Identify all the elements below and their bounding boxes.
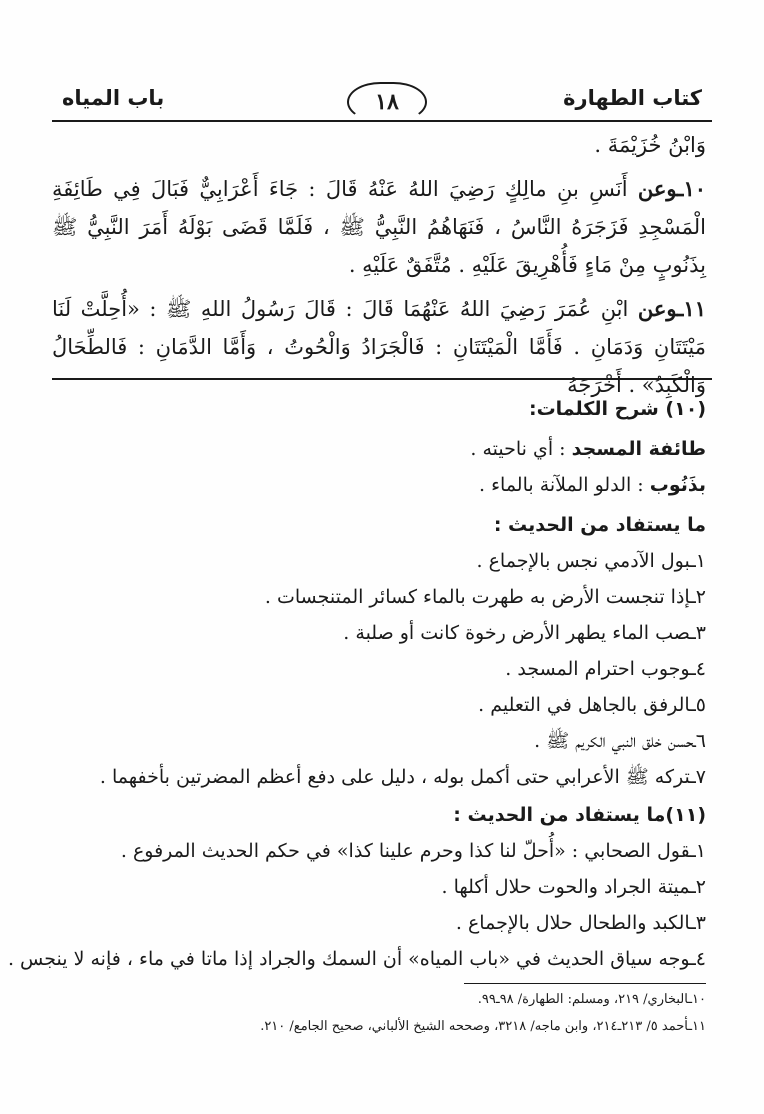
benefit-10-7: ٧ـتركه ﷺ الأعرابي حتى أكمل بوله ، دليل على دفع أعظم المضرتين بأخفهما . xyxy=(99,766,706,788)
footnote-11: ١١ـأحمد ٥/ ٢١٣ـ٢١٤، وابن ماجه/ ٣٢١٨، وصححه الشيخ الألباني، صحيح الجامع/ ٢١٠. xyxy=(260,1019,706,1034)
chapter-title: باب المياه xyxy=(62,86,165,110)
benefit-11-3: ٣ـالكبد والطحال حلال بالإجماع . xyxy=(455,912,706,934)
hadith-10 xyxy=(52,170,706,284)
section-11-title: (١١)ما يستفاد من الحديث : xyxy=(453,804,706,826)
benefit-11-2: ٢ـميتة الجراد والحوت حلال أكلها . xyxy=(441,876,706,898)
page-number: ١٨ xyxy=(347,82,427,122)
term-1-word: طائفة المسجد xyxy=(571,438,706,460)
section-10-title: (١٠) شرح الكلمات: xyxy=(528,398,706,420)
hadith-10-number: ١٠ـ xyxy=(677,176,706,201)
term-2-definition: : الدلو الملآنة بالماء . xyxy=(479,474,644,496)
footnote-rule xyxy=(464,983,706,984)
benefit-10-1: ١ـبول الآدمي نجس بالإجماع . xyxy=(476,550,706,572)
benefit-10-2: ٢ـإذا تنجست الأرض به طهرت بالماء كسائر المتنجسات . xyxy=(264,586,706,608)
term-2-word: بذَنُوب xyxy=(649,474,706,496)
term-2 xyxy=(52,470,706,500)
benefit-11-1: ١ـقول الصحابي : «أُحلّ لنا كذا وحرم علينا كذا» في حكم الحديث المرفوع . xyxy=(120,840,706,862)
header-rule xyxy=(52,120,712,122)
hadith-10-opening: وعن xyxy=(637,176,678,201)
benefit-11-4: ٤ـوجه سياق الحديث في «باب المياه» أن السمك والجراد إذا ماتا في ماء ، فإنه لا ينجس . xyxy=(7,948,706,970)
footnote-10: ١٠ـالبخاري/ ٢١٩، ومسلم: الطهارة/ ٩٨ـ٩٩. xyxy=(477,992,706,1007)
benefit-10-6: ٦ـحسن خلق النبي الكريم ﷺ . xyxy=(534,730,706,752)
term-1 xyxy=(52,434,706,464)
benefits-title: ما يستفاد من الحديث : xyxy=(493,514,706,536)
benefit-10-5: ٥ـالرفق بالجاهل في التعليم . xyxy=(478,694,706,716)
hadith-11-opening: وعن xyxy=(637,296,678,321)
hadith-10-text: أَنَسِ بنِ مالِكٍ رَضِيَ اللهُ عَنْهُ قَالَ : جَاءَ أَعْرَابِيٌّ فَبَالَ فِي طَائِفَةِ الْمَسْجِدِ فَزَجَرَهُ النَّاسُ ، فَنَهَاهُمُ النَّبِيُّ ﷺ ، فَلَمَّا قَضَى بَوْلَهُ أَمَرَ النَّبِيُّ ﷺ بِذَنُوبٍ مِنْ مَاءٍ فَأُهْرِيقَ عَلَيْهِ . مُتَّفَقٌ عَلَيْهِ . xyxy=(52,177,706,277)
section-rule xyxy=(52,378,712,380)
benefit-10-3: ٣ـصب الماء يطهر الأرض رخوة كانت أو صلبة . xyxy=(343,622,706,644)
hadith-11-number: ١١ـ xyxy=(677,296,706,321)
hadith-11 xyxy=(52,290,706,404)
hadith-11-text: ابْنِ عُمَرَ رَضِيَ اللهُ عَنْهُمَا قَالَ : قَالَ رَسُولُ اللهِ ﷺ : «أُحِلَّتْ لَنَا مَيْتَتَانِ وَدَمَانِ . فَأَمَّا الْمَيْتَتَانِ : فَالْجَرَادُ وَالْحُوتُ ، وَأَمَّا الدَّمَانِ : فَالطِّحَالُ وَالْكَبِدُ» . أَخْرَجَهُ xyxy=(52,297,706,397)
hadith-carry-over: وَابْنُ خُزَيْمَةَ . xyxy=(594,133,706,157)
benefit-10-4: ٤ـوجوب احترام المسجد . xyxy=(505,658,706,680)
book-title: كتاب الطهارة xyxy=(563,86,702,110)
term-1-definition: : أي ناحيته . xyxy=(470,438,566,460)
